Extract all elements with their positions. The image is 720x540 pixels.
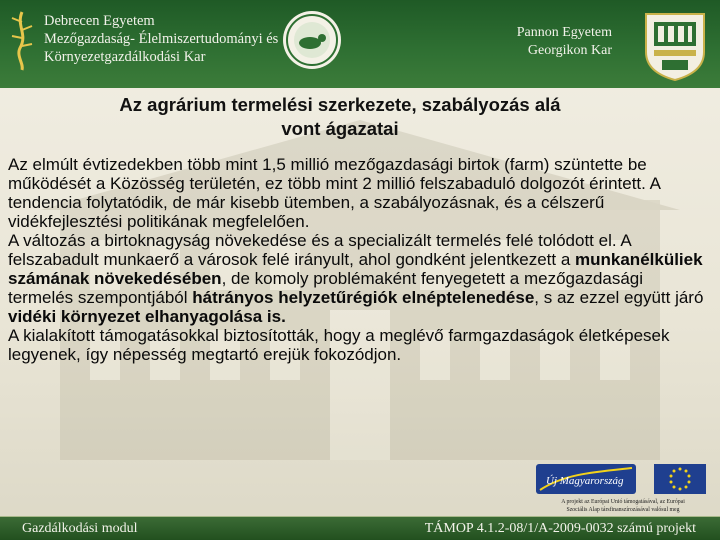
paragraph-farms: Az elmúlt évtizedekben több mint 1,5 millió mezőgazdasági birtok (farm) szüntette be működését a Közösség területén, ez több mint 2 millió felszabaduló dolgozót érintett. A tendencia folytatódik, de már kisebb ütemben, a szabályozásnak, és a célszerű vidékfejlesztési politikának megfelelően. [8, 155, 661, 231]
eu-caption [530, 498, 716, 514]
paragraph-subsidies: A kialakított támogatásokkal biztosították, hogy a meglévő farmgazdaságok életképesek legyenek, így népesség megtartó erejük fokozódjon. [8, 326, 670, 364]
uj-magyarorszag-text: Új Magyarország [546, 475, 624, 487]
emphasis-depopulation: hátrányos helyzetűrégiók elnéptelenedése [192, 288, 535, 307]
university-seal-icon [282, 10, 342, 70]
slide-title-line: Az agrárium termelési szerkezete, szabályozás alá [119, 94, 561, 115]
text-run: , de komoly problémaként fenyegetett a mezőgazdasági termelés szempontjából [8, 269, 644, 307]
left-institution-line: Mezőgazdaság- Élelmiszertudományi és [44, 31, 279, 47]
slide-title [40, 93, 640, 141]
slide-header [0, 0, 720, 88]
eu-caption-line: Szociális Alap társfinanszírozásával valósul meg [566, 507, 680, 513]
footer-project-id: TÁMOP 4.1.2-08/1/A-2009-0032 számú projekt [424, 521, 696, 536]
emphasis-neglect: vidéki környezet elhanyagolása is. [8, 307, 286, 326]
right-institution-line: Pannon Egyetem [516, 25, 612, 40]
slide-body [8, 155, 708, 364]
slide-footer [0, 516, 720, 540]
left-institution-line: Környezetgazdálkodási Kar [44, 49, 206, 65]
left-institution-line: Debrecen Egyetem [44, 13, 155, 29]
right-institution-line: Georgikon Kar [527, 43, 612, 58]
slide-title-line: vont ágazatai [281, 118, 399, 139]
eu-caption-line: A projekt az Európai Unió támogatásával, az Európai [561, 499, 685, 505]
text-run: , s az ezzel együtt járó [534, 288, 704, 307]
text-run: A változás a birtoknagyság növekedése és a specializált termelés felé tolódott el. A felszabadult munkaerő a városok felé irányult, ahol gondként jelentkezett a [8, 231, 631, 269]
right-institution [500, 24, 612, 60]
georgikon-crest-icon [640, 8, 710, 82]
paragraph-changes [8, 231, 708, 326]
left-institution [44, 12, 278, 66]
emphasis-unemployment: munkanélküliek számának növekedésében [8, 250, 703, 288]
footer-module-name: Gazdálkodási modul [22, 521, 138, 536]
debrecen-logo-icon [6, 8, 38, 74]
